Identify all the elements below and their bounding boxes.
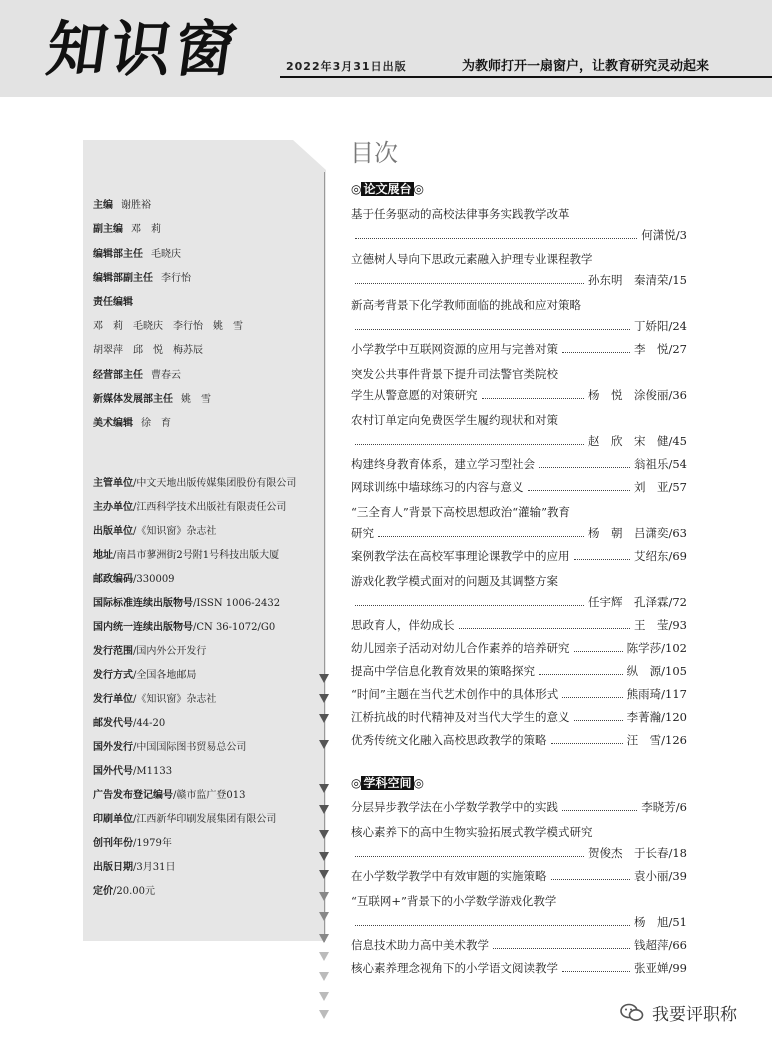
arrow-down-icon bbox=[319, 892, 329, 901]
masthead-info-row bbox=[93, 220, 161, 235]
leader-dots bbox=[551, 879, 630, 880]
info-label: 广告发布登记编号 bbox=[93, 790, 173, 801]
info-label: 编辑部副主任 bbox=[93, 273, 153, 284]
author-page: 赵 欣 宋 健/45 bbox=[587, 434, 687, 448]
info-value: /南昌市蓼洲街2号附1号科技出版大厦 bbox=[113, 550, 280, 561]
panel-divider bbox=[324, 172, 325, 942]
leader-dots bbox=[562, 810, 637, 811]
toc-entry[interactable] bbox=[351, 617, 687, 633]
arrow-down-icon bbox=[319, 870, 329, 879]
info-label: 发行方式 bbox=[93, 670, 133, 681]
info-label: 主办单位 bbox=[93, 502, 133, 513]
toc-entry[interactable] bbox=[351, 479, 687, 495]
masthead-info-row bbox=[93, 341, 203, 356]
masthead-info-row bbox=[93, 196, 151, 211]
arrow-down-icon bbox=[319, 805, 329, 814]
leader-dots bbox=[459, 628, 630, 629]
info-value: 徐 育 bbox=[141, 418, 171, 429]
info-value: /CN 36-1072/G0 bbox=[193, 622, 276, 633]
leader-dots bbox=[482, 398, 584, 399]
masthead-info-row bbox=[93, 317, 243, 332]
info-value: /江西科学技术出版社有限责任公司 bbox=[133, 502, 287, 513]
masthead-info-row bbox=[93, 293, 141, 308]
info-value: /江西新华印刷发展集团有限公司 bbox=[133, 814, 277, 825]
article-title-row: 研究 bbox=[351, 526, 374, 540]
article-title-row: 幼儿园亲子活动对幼儿合作素养的培养研究 bbox=[351, 641, 570, 655]
article-title-row: 网球训练中墙球练习的内容与意义 bbox=[351, 480, 524, 494]
article-title[interactable]: 基于任务驱动的高校法律事务实践教学改革 bbox=[351, 207, 570, 221]
info-value: 姚 雪 bbox=[181, 394, 211, 405]
leader-dots bbox=[355, 925, 630, 926]
masthead-info-row bbox=[93, 810, 276, 825]
toc-entry[interactable] bbox=[351, 799, 687, 815]
author-page: 任宇辉 孔泽霖/72 bbox=[587, 595, 687, 609]
article-title[interactable]: “三全育人”背景下高校思想政治“灌输”教育 bbox=[351, 505, 571, 519]
author-page: 钱超萍/66 bbox=[633, 938, 687, 952]
article-title-row: 学生从警意愿的对策研究 bbox=[351, 388, 478, 402]
article-title-row: 信息技术助力高中美术教学 bbox=[351, 938, 489, 952]
info-label: 邮政编码 bbox=[93, 574, 133, 585]
article-title-row: 小学教学中互联网资源的应用与完善对策 bbox=[351, 342, 558, 356]
article-title-row: 江桥抗战的时代精神及对当代大学生的意义 bbox=[351, 710, 570, 724]
info-label: 创刊年份 bbox=[93, 838, 133, 849]
toc-entry[interactable] bbox=[351, 272, 687, 288]
toc-entry[interactable] bbox=[351, 318, 687, 334]
article-title-row: “时间”主题在当代艺术创作中的具体形式 bbox=[351, 687, 559, 701]
toc-entry[interactable] bbox=[351, 341, 687, 357]
arrow-down-icon bbox=[319, 830, 329, 839]
author-page: 艾绍东/69 bbox=[633, 549, 687, 563]
info-label: 编辑部主任 bbox=[93, 249, 143, 260]
leader-dots bbox=[539, 674, 623, 675]
leader-dots bbox=[551, 743, 623, 744]
author-page: 袁小丽/39 bbox=[633, 869, 687, 883]
toc-entry[interactable] bbox=[351, 686, 687, 702]
masthead-info-row bbox=[93, 762, 172, 777]
author-page: 李晓芳/6 bbox=[641, 800, 687, 814]
info-value: /国内外公开发行 bbox=[133, 646, 207, 657]
toc-entry[interactable] bbox=[351, 548, 687, 564]
masthead-info-row bbox=[93, 834, 172, 849]
masthead-info-row bbox=[93, 474, 296, 489]
toc-entry[interactable] bbox=[351, 937, 687, 953]
article-title-row: 思政育人，伴幼成长 bbox=[351, 618, 455, 632]
info-value: /全国各地邮局 bbox=[133, 670, 197, 681]
leader-dots bbox=[562, 697, 622, 698]
article-title-row: 核心素养理念视角下的小学语文阅读教学 bbox=[351, 961, 558, 975]
info-label: 邮发代号 bbox=[93, 718, 133, 729]
toc-entry[interactable] bbox=[351, 709, 687, 725]
info-value: /《知识窗》杂志社 bbox=[133, 694, 217, 705]
section-label: 论文展台 bbox=[363, 182, 412, 196]
masthead-info-row bbox=[93, 642, 206, 657]
author-page: 李菁瀚/120 bbox=[626, 710, 687, 724]
toc-entry[interactable] bbox=[351, 914, 687, 930]
slogan: 为教师打开一扇窗户，让教育研究灵动起来 bbox=[462, 59, 710, 74]
info-label: 副主编 bbox=[93, 224, 123, 235]
toc-entry[interactable] bbox=[351, 227, 687, 243]
masthead-info-row bbox=[93, 522, 216, 537]
author-page: 丁娇阳/24 bbox=[633, 319, 687, 333]
leader-dots bbox=[562, 971, 630, 972]
article-title-row: 案例教学法在高校军事理论课教学中的应用 bbox=[351, 549, 570, 563]
wechat-icon bbox=[620, 1003, 644, 1023]
toc-entry[interactable] bbox=[351, 433, 687, 449]
author-page: 纵 源/105 bbox=[626, 664, 687, 678]
author-page: 杨 悦 涂俊丽/36 bbox=[587, 388, 687, 402]
info-label: 主管单位 bbox=[93, 478, 133, 489]
arrow-down-icon bbox=[319, 952, 329, 961]
article-title-row: 分层异步教学法在小学数学教学中的实践 bbox=[351, 800, 558, 814]
article-title[interactable]: 新高考背景下化学教师面临的挑战和应对策略 bbox=[351, 298, 581, 312]
info-value: /M1133 bbox=[133, 766, 173, 777]
author-page: 汪 雪/126 bbox=[626, 733, 687, 747]
author-page: 翁祖乐/54 bbox=[633, 457, 687, 471]
info-value: 曹春云 bbox=[151, 370, 181, 381]
author-page: 熊雨琦/117 bbox=[626, 687, 687, 701]
arrow-down-icon bbox=[319, 992, 329, 1001]
watermark-text: 我要评职称 bbox=[652, 1005, 737, 1025]
article-title[interactable]: 立德树人导向下思政元素融入护理专业课程教学 bbox=[351, 252, 593, 266]
magazine-logo: 知识窗 bbox=[42, 15, 245, 85]
author-page: 杨 朝 吕潇奕/63 bbox=[587, 526, 687, 540]
info-label: 印刷单位 bbox=[93, 814, 133, 825]
masthead-info-row bbox=[93, 858, 175, 873]
leader-dots bbox=[493, 948, 630, 949]
arrow-down-icon bbox=[319, 784, 329, 793]
author-page: 张亚婵/99 bbox=[633, 961, 687, 975]
author-page: 陈学莎/102 bbox=[626, 641, 687, 655]
article-title[interactable]: 核心素养下的高中生物实验拓展式教学模式研究 bbox=[351, 825, 593, 839]
leader-dots bbox=[574, 720, 623, 721]
article-title-row: 在小学数学教学中有效审题的实施策略 bbox=[351, 869, 547, 883]
leader-dots bbox=[528, 490, 630, 491]
masthead-info-row bbox=[93, 546, 279, 561]
info-value: /ISSN 1006-2432 bbox=[193, 598, 281, 609]
info-label: 出版单位 bbox=[93, 526, 133, 537]
masthead-info-row bbox=[93, 882, 155, 897]
leader-dots bbox=[378, 536, 584, 537]
article-title-row: 优秀传统文化融入高校思政教学的策略 bbox=[351, 733, 547, 747]
info-label: 发行单位 bbox=[93, 694, 133, 705]
toc-entry[interactable] bbox=[351, 640, 687, 656]
article-title[interactable]: 游戏化教学模式面对的问题及其调整方案 bbox=[351, 574, 558, 588]
info-value: /330009 bbox=[133, 574, 175, 585]
masthead-info-row bbox=[93, 498, 286, 513]
article-title[interactable]: “互联网+”背景下的小学数学游戏化教学 bbox=[351, 894, 557, 908]
author-page: 贺俊杰 于长春/18 bbox=[587, 846, 687, 860]
arrow-down-icon bbox=[319, 912, 329, 921]
arrow-down-icon bbox=[319, 972, 329, 981]
info-label: 国内统一连续出版物号 bbox=[93, 622, 193, 633]
info-value: /44-20 bbox=[133, 718, 166, 729]
masthead-info-row bbox=[93, 269, 191, 284]
info-label: 经营部主任 bbox=[93, 370, 143, 381]
arrow-down-icon bbox=[319, 694, 329, 703]
article-title[interactable]: 农村订单定向免费医学生履约现状和对策 bbox=[351, 413, 558, 427]
info-value: 谢胜裕 bbox=[121, 200, 151, 211]
masthead-info-row bbox=[93, 738, 246, 753]
info-value: 毛晓庆 bbox=[151, 249, 181, 260]
author-page: 杨 旭/51 bbox=[633, 915, 687, 929]
section-heading: ◎ 学科空间 ◎ bbox=[351, 776, 424, 790]
leader-dots bbox=[355, 329, 630, 330]
info-label: 地址 bbox=[93, 550, 113, 561]
toc-heading: 目次 bbox=[350, 139, 398, 167]
leader-dots bbox=[539, 467, 630, 468]
info-value: /1979年 bbox=[133, 838, 172, 849]
info-label: 出版日期 bbox=[93, 862, 133, 873]
info-label: 国外发行 bbox=[93, 742, 133, 753]
toc-entry[interactable] bbox=[351, 960, 687, 976]
masthead-info-row bbox=[93, 690, 216, 705]
info-value: 邓 莉 bbox=[131, 224, 161, 235]
info-value: /3月31日 bbox=[133, 862, 176, 873]
toc-entry[interactable] bbox=[351, 594, 687, 610]
info-value: /赣市监广登013 bbox=[173, 790, 246, 801]
leader-dots bbox=[355, 605, 584, 606]
info-value: /20.00元 bbox=[113, 886, 155, 897]
arrow-down-icon bbox=[319, 852, 329, 861]
info-label: 定价 bbox=[93, 886, 113, 897]
leader-dots bbox=[574, 559, 630, 560]
info-label: 新媒体发展部主任 bbox=[93, 394, 173, 405]
article-title-row: 提高中学信息化教育效果的策略探究 bbox=[351, 664, 535, 678]
arrow-down-icon bbox=[319, 674, 329, 683]
info-value: /中文天地出版传媒集团股份有限公司 bbox=[133, 478, 297, 489]
header-rule bbox=[280, 76, 772, 78]
leader-dots bbox=[355, 238, 637, 239]
masthead-info-row bbox=[93, 618, 275, 633]
article-title[interactable]: 突发公共事件背景下提升司法警官类院校 bbox=[351, 367, 558, 381]
author-page: 何潇悦/3 bbox=[641, 228, 687, 242]
leader-dots bbox=[574, 651, 623, 652]
masthead bbox=[0, 0, 772, 97]
leader-dots bbox=[355, 856, 584, 857]
toc-entry[interactable] bbox=[351, 845, 687, 861]
info-value: 邓 莉 毛晓庆 李行怡 姚 雪 bbox=[93, 321, 243, 332]
info-label: 主编 bbox=[93, 200, 113, 211]
author-page: 李 悦/27 bbox=[633, 342, 687, 356]
article-title-row: 构建终身教育体系，建立学习型社会 bbox=[351, 457, 535, 471]
arrow-down-icon bbox=[319, 740, 329, 749]
arrow-down-icon bbox=[319, 714, 329, 723]
toc-entry[interactable] bbox=[351, 387, 687, 403]
toc-entry[interactable] bbox=[351, 663, 687, 679]
wechat-watermark bbox=[620, 1000, 737, 1025]
toc-entry[interactable] bbox=[351, 456, 687, 472]
masthead-info-row bbox=[93, 245, 181, 260]
section-label: 学科空间 bbox=[363, 776, 412, 790]
masthead-info-row bbox=[93, 570, 175, 585]
arrow-down-icon bbox=[319, 1010, 329, 1019]
leader-dots bbox=[355, 283, 584, 284]
info-value: 胡翠萍 邱 悦 梅苏辰 bbox=[93, 345, 203, 356]
arrow-down-icon bbox=[319, 934, 329, 943]
info-label: 国外代号 bbox=[93, 766, 133, 777]
masthead-info-row bbox=[93, 414, 171, 429]
author-page: 王 莹/93 bbox=[633, 618, 687, 632]
section-heading: ◎ 论文展台 ◎ bbox=[351, 182, 424, 196]
info-label: 发行范围 bbox=[93, 646, 133, 657]
masthead-info-row bbox=[93, 594, 280, 609]
info-label: 美术编辑 bbox=[93, 418, 133, 429]
info-value: 李行怡 bbox=[161, 273, 191, 284]
info-value: /《知识窗》杂志社 bbox=[133, 526, 217, 537]
masthead-info-row bbox=[93, 366, 181, 381]
leader-dots bbox=[355, 444, 584, 445]
toc-entry[interactable] bbox=[351, 732, 687, 748]
toc-entry[interactable] bbox=[351, 525, 687, 541]
masthead-info-row bbox=[93, 786, 245, 801]
author-page: 刘 亚/57 bbox=[633, 480, 687, 494]
toc-entry[interactable] bbox=[351, 868, 687, 884]
info-label: 国际标准连续出版物号 bbox=[93, 598, 193, 609]
masthead-info-row bbox=[93, 666, 196, 681]
publication-date: 2022年3月31日出版 bbox=[286, 60, 407, 73]
leader-dots bbox=[562, 352, 630, 353]
masthead-info-row bbox=[93, 714, 165, 729]
info-label: 责任编辑 bbox=[93, 297, 133, 308]
masthead-info-row bbox=[93, 390, 211, 405]
info-value: /中国国际图书贸易总公司 bbox=[133, 742, 247, 753]
author-page: 孙东明 秦清荣/15 bbox=[587, 273, 687, 287]
